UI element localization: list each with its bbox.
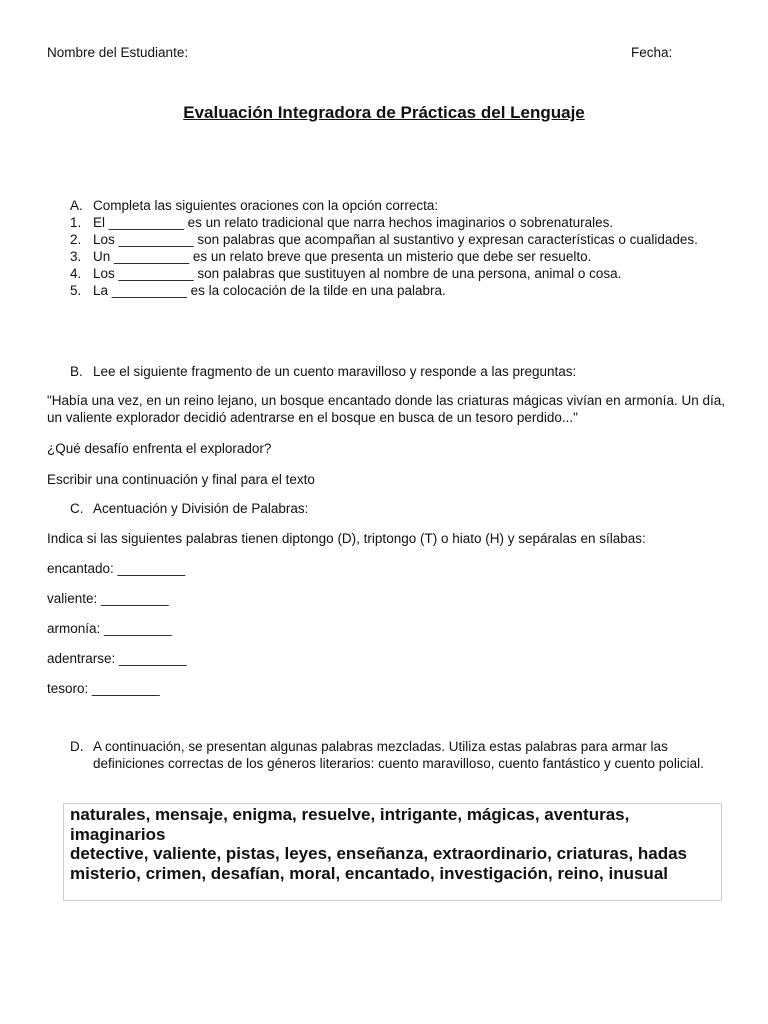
section-b-instruction: Lee el siguiente fragmento de un cuento maravilloso y responde a las preguntas: bbox=[93, 364, 577, 379]
item-text: Los __________ son palabras que sustituyen al nombre de una persona, animal o cosa. bbox=[93, 266, 622, 281]
section-b-heading bbox=[47, 363, 737, 380]
item-text: La __________ es la colocación de la tilde en una palabra. bbox=[93, 283, 446, 298]
item-number: 2. bbox=[70, 232, 82, 247]
section-marker: C. bbox=[70, 501, 84, 516]
item-text: Los __________ son palabras que acompañan al sustantivo y expresan características o cualidades. bbox=[93, 232, 698, 247]
section-a bbox=[47, 197, 737, 299]
word-item: valiente: _________ bbox=[47, 591, 169, 606]
word-line: misterio, crimen, desafían, moral, encantado, investigación, reino, inusual bbox=[70, 863, 668, 883]
item-number: 5. bbox=[70, 283, 82, 298]
item-text: Un __________ es un relato breve que presenta un misterio que debe ser resuelto. bbox=[93, 249, 592, 264]
section-a-instruction: Completa las siguientes oraciones con la opción correcta: bbox=[93, 198, 439, 213]
question-text: ¿Qué desafío enfrenta el explorador? bbox=[47, 441, 272, 456]
section-d-instruction: A continuación, se presentan algunas palabras mezcladas. Utiliza estas palabras para armar las definiciones correctas de los géneros literarios: cuento maravilloso, cuento fantástico y cuento policial. bbox=[93, 739, 704, 771]
story-fragment: "Había una vez, en un reino lejano, un bosque encantado donde las criaturas mágicas vivían en armonía. Un día, un valiente explorador decidió adentrarse en el bosque en busca de un tesoro perdido..." bbox=[47, 393, 725, 425]
student-name-label: Nombre del Estudiante: bbox=[47, 45, 189, 60]
section-c-title: Acentuación y División de Palabras: bbox=[93, 501, 309, 516]
word-item: encantado: _________ bbox=[47, 561, 186, 576]
page-title: Evaluación Integradora de Prácticas del Lenguaje bbox=[183, 103, 585, 122]
list-item bbox=[47, 248, 737, 265]
list-item bbox=[47, 282, 737, 299]
list-item bbox=[47, 265, 737, 282]
word-item: tesoro: _________ bbox=[47, 681, 160, 696]
section-marker: D. bbox=[70, 739, 84, 754]
word-line: naturales, mensaje, enigma, resuelve, intrigante, mágicas, aventuras, imaginarios bbox=[70, 805, 630, 844]
section-marker: A. bbox=[70, 198, 83, 213]
word-box bbox=[63, 803, 722, 901]
item-number: 4. bbox=[70, 266, 82, 281]
word-item: adentrarse: _________ bbox=[47, 651, 187, 666]
word-item: armonía: _________ bbox=[47, 621, 172, 636]
list-item bbox=[47, 231, 737, 248]
list-item bbox=[47, 214, 737, 231]
section-c-instruction: Indica si las siguientes palabras tienen diptongo (D), triptongo (T) o hiato (H) y sepáralas en sílabas: bbox=[47, 531, 646, 546]
section-d bbox=[47, 738, 737, 772]
section-marker: B. bbox=[70, 364, 83, 379]
date-label: Fecha: bbox=[631, 45, 673, 60]
section-a-heading bbox=[47, 197, 737, 214]
section-c-heading bbox=[47, 500, 737, 517]
task-text: Escribir una continuación y final para el texto bbox=[47, 472, 315, 487]
item-number: 3. bbox=[70, 249, 82, 264]
item-number: 1. bbox=[70, 215, 82, 230]
item-text: El __________ es un relato tradicional que narra hechos imaginarios o sobrenaturales. bbox=[93, 215, 614, 230]
word-line: detective, valiente, pistas, leyes, enseñanza, extraordinario, criaturas, hadas bbox=[70, 844, 687, 863]
